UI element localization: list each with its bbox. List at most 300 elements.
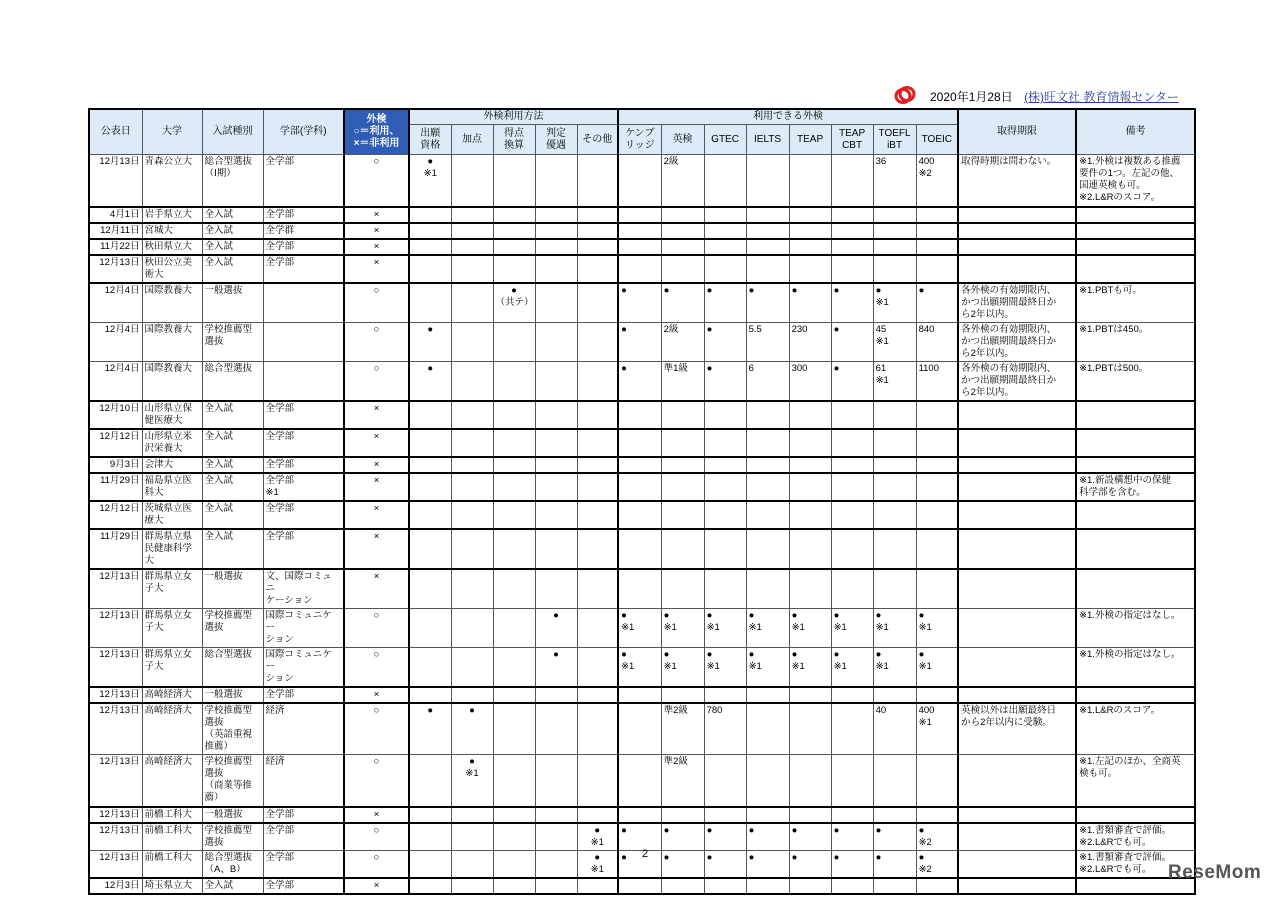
cell-uses-external: ×	[344, 429, 409, 457]
cell-faculty: 全学部	[263, 878, 344, 894]
cell-preferential	[535, 457, 577, 473]
cell-notes: ※1.外検は複数ある推薦 要件の1つ。左記の他、 国連英検も可。 ※2.L&Rのスコア。	[1076, 155, 1195, 207]
cell-other	[577, 255, 618, 283]
cell-other	[577, 703, 618, 755]
cell-gtec	[704, 155, 746, 207]
cell-toeic: 400 ※1	[916, 703, 958, 755]
cell-teap-cbt	[831, 703, 873, 755]
cell-cambridge	[618, 207, 661, 223]
cell-uses-external: ○	[344, 609, 409, 648]
cell-uses-external: ○	[344, 823, 409, 851]
cell-score-conversion	[493, 807, 535, 823]
cell-toeic: 840	[916, 322, 958, 361]
cell-validity-period: 各外検の有効期限内、 かつ出願期間最終日か ら2年以内。	[958, 361, 1076, 401]
cell-validity-period	[958, 239, 1076, 255]
cell-date: 12月4日	[89, 361, 142, 401]
cell-preferential	[535, 473, 577, 501]
cell-university: 茨城県立医 療大	[142, 501, 202, 529]
cell-faculty: 全学部	[263, 207, 344, 223]
cell-exam-type: 一般選抜	[202, 569, 263, 609]
cell-bonus-points	[451, 529, 493, 569]
cell-date: 12月13日	[89, 155, 142, 207]
cell-bonus-points	[451, 361, 493, 401]
cell-toeic: ● ※1	[916, 609, 958, 648]
cell-uses-external: ×	[344, 207, 409, 223]
cell-bonus-points	[451, 322, 493, 361]
cell-req-eligibility	[409, 755, 451, 807]
cell-toefl-ibt	[873, 755, 916, 807]
cell-eiken: 準2級	[661, 703, 704, 755]
cell-score-conversion	[493, 529, 535, 569]
column-header-score-conversion: 得点 換算	[493, 125, 535, 155]
cell-university: 高崎経済大	[142, 703, 202, 755]
cell-toefl-ibt: ● ※1	[873, 648, 916, 688]
cell-other	[577, 155, 618, 207]
cell-score-conversion	[493, 223, 535, 239]
cell-uses-external: ○	[344, 648, 409, 688]
table-row	[89, 255, 1195, 283]
cell-req-eligibility: ●	[409, 361, 451, 401]
cell-notes: ※1.左記のほか、全商英 検も可。	[1076, 755, 1195, 807]
cell-toeic	[916, 223, 958, 239]
cell-exam-type: 総合型選抜	[202, 361, 263, 401]
cell-eiken	[661, 457, 704, 473]
table-row	[89, 529, 1195, 569]
cell-university: 群馬県立女 子大	[142, 609, 202, 648]
cell-notes	[1076, 807, 1195, 823]
cell-toeic	[916, 239, 958, 255]
table-row	[89, 807, 1195, 823]
cell-gtec	[704, 255, 746, 283]
cell-eiken	[661, 223, 704, 239]
cell-exam-type: 学校推薦型 選抜 （英語重視 推薦）	[202, 703, 263, 755]
cell-exam-type: 全入試	[202, 239, 263, 255]
cell-exam-type: 全入試	[202, 457, 263, 473]
cell-exam-type: 全入試	[202, 401, 263, 429]
cell-validity-period: 取得時期は問わない。	[958, 155, 1076, 207]
cell-preferential	[535, 850, 577, 878]
obunsha-logo	[893, 85, 917, 105]
cell-exam-type: 全入試	[202, 501, 263, 529]
cell-date: 11月29日	[89, 529, 142, 569]
cell-uses-external: ×	[344, 239, 409, 255]
cell-preferential	[535, 429, 577, 457]
cell-date: 12月13日	[89, 703, 142, 755]
cell-toefl-ibt: 61 ※1	[873, 361, 916, 401]
column-header-exam-type: 入試種別	[202, 109, 263, 155]
cell-university: 会津大	[142, 457, 202, 473]
cell-validity-period	[958, 807, 1076, 823]
cell-preferential	[535, 807, 577, 823]
table-row	[89, 473, 1195, 501]
cell-preferential	[535, 207, 577, 223]
cell-eiken	[661, 807, 704, 823]
table-row	[89, 401, 1195, 429]
cell-validity-period	[958, 255, 1076, 283]
cell-teap: 300	[789, 361, 831, 401]
cell-gtec	[704, 878, 746, 894]
cell-faculty: 全学部	[263, 823, 344, 851]
cell-teap-cbt: ●	[831, 361, 873, 401]
cell-toeic: 1100	[916, 361, 958, 401]
cell-ielts: ● ※1	[746, 609, 789, 648]
cell-validity-period: 英検以外は出願最終日 から2年以内に受験。	[958, 703, 1076, 755]
cell-gtec	[704, 401, 746, 429]
cell-university: 群馬県立県 民健康科学 大	[142, 529, 202, 569]
cell-eiken: ●	[661, 283, 704, 323]
cell-toeic: ● ※2	[916, 823, 958, 851]
cell-req-eligibility	[409, 223, 451, 239]
cell-exam-type: 全入試	[202, 429, 263, 457]
table-row	[89, 569, 1195, 609]
cell-uses-external: ×	[344, 457, 409, 473]
cell-other	[577, 529, 618, 569]
cell-faculty: 全学部	[263, 239, 344, 255]
cell-notes: ※1.L&Rのスコア。	[1076, 703, 1195, 755]
cell-score-conversion	[493, 429, 535, 457]
cell-validity-period	[958, 429, 1076, 457]
cell-req-eligibility	[409, 648, 451, 688]
cell-university: 埼玉県立大	[142, 878, 202, 894]
table-row	[89, 501, 1195, 529]
group-header-methods: 外検利用方法	[409, 109, 618, 125]
cell-preferential	[535, 529, 577, 569]
cell-toeic	[916, 755, 958, 807]
cell-teap	[789, 457, 831, 473]
cell-eiken: 2級	[661, 155, 704, 207]
cell-date: 12月10日	[89, 401, 142, 429]
cell-uses-external: ○	[344, 850, 409, 878]
cell-university: 国際教養大	[142, 361, 202, 401]
cell-faculty	[263, 322, 344, 361]
cell-notes	[1076, 687, 1195, 703]
cell-gtec	[704, 207, 746, 223]
cell-exam-type: 一般選抜	[202, 807, 263, 823]
cell-toefl-ibt	[873, 807, 916, 823]
cell-uses-external: ×	[344, 223, 409, 239]
cell-teap-cbt	[831, 207, 873, 223]
table-row	[89, 429, 1195, 457]
cell-cambridge	[618, 569, 661, 609]
cell-other	[577, 322, 618, 361]
cell-exam-type: 一般選抜	[202, 687, 263, 703]
cell-teap-cbt: ●	[831, 283, 873, 323]
cell-req-eligibility	[409, 807, 451, 823]
cell-ielts: ● ※1	[746, 648, 789, 688]
cell-toeic	[916, 529, 958, 569]
cell-teap-cbt	[831, 755, 873, 807]
cell-notes: ※1.PBTは500。	[1076, 361, 1195, 401]
cell-gtec	[704, 239, 746, 255]
cell-toefl-ibt	[873, 429, 916, 457]
cell-teap-cbt	[831, 255, 873, 283]
table-row	[89, 703, 1195, 755]
cell-faculty: 全学部	[263, 687, 344, 703]
cell-cambridge	[618, 239, 661, 255]
cell-req-eligibility	[409, 823, 451, 851]
cell-req-eligibility	[409, 473, 451, 501]
cell-toefl-ibt: 45 ※1	[873, 322, 916, 361]
cell-toeic	[916, 457, 958, 473]
cell-ielts	[746, 755, 789, 807]
cell-ielts	[746, 569, 789, 609]
cell-bonus-points	[451, 457, 493, 473]
cell-req-eligibility	[409, 429, 451, 457]
cell-notes: ※1.書類審査で評価。 ※2.L&Rでも可。	[1076, 823, 1195, 851]
cell-other	[577, 239, 618, 255]
cell-req-eligibility: ●	[409, 322, 451, 361]
cell-teap	[789, 569, 831, 609]
cell-toefl-ibt	[873, 223, 916, 239]
cell-notes	[1076, 255, 1195, 283]
cell-university: 国際教養大	[142, 322, 202, 361]
cell-teap	[789, 529, 831, 569]
table-row	[89, 648, 1195, 688]
cell-faculty: 全学部	[263, 401, 344, 429]
cell-faculty	[263, 361, 344, 401]
cell-cambridge	[618, 223, 661, 239]
table-row	[89, 322, 1195, 361]
cell-toeic: ● ※1	[916, 648, 958, 688]
table-row	[89, 361, 1195, 401]
cell-toefl-ibt	[873, 687, 916, 703]
column-header-cambridge: ケンブ リッジ	[618, 125, 661, 155]
cell-teap-cbt: ●	[831, 823, 873, 851]
cell-teap	[789, 807, 831, 823]
cell-other	[577, 807, 618, 823]
cell-university: 前橋工科大	[142, 823, 202, 851]
cell-date: 12月13日	[89, 255, 142, 283]
cell-notes: ※1.PBTは450。	[1076, 322, 1195, 361]
cell-notes: ※1.外検の指定はなし。	[1076, 609, 1195, 648]
cell-uses-external: ○	[344, 322, 409, 361]
cell-teap: ● ※1	[789, 648, 831, 688]
cell-toeic	[916, 473, 958, 501]
cell-date: 12月13日	[89, 648, 142, 688]
cell-teap	[789, 239, 831, 255]
cell-bonus-points	[451, 283, 493, 323]
cell-bonus-points	[451, 155, 493, 207]
cell-toefl-ibt: ● ※1	[873, 283, 916, 323]
cell-teap	[789, 223, 831, 239]
cell-bonus-points	[451, 878, 493, 894]
column-header-university: 大学	[142, 109, 202, 155]
cell-notes: ※1.新設構想中の保健 科学部を含む。	[1076, 473, 1195, 501]
cell-req-eligibility	[409, 609, 451, 648]
cell-toefl-ibt: 36	[873, 155, 916, 207]
cell-date: 12月4日	[89, 322, 142, 361]
cell-other	[577, 687, 618, 703]
cell-date: 12月13日	[89, 850, 142, 878]
cell-exam-type: 総合型選抜 （A、B）	[202, 850, 263, 878]
cell-req-eligibility	[409, 501, 451, 529]
cell-req-eligibility	[409, 207, 451, 223]
cell-notes	[1076, 223, 1195, 239]
column-header-validity-period: 取得期限	[958, 109, 1076, 155]
cell-cambridge: ●	[618, 823, 661, 851]
cell-exam-type: 全入試	[202, 529, 263, 569]
cell-faculty: 全学部	[263, 429, 344, 457]
cell-req-eligibility	[409, 457, 451, 473]
cell-toeic	[916, 807, 958, 823]
cell-score-conversion	[493, 850, 535, 878]
cell-teap-cbt	[831, 807, 873, 823]
cell-university: 青森公立大	[142, 155, 202, 207]
cell-score-conversion	[493, 239, 535, 255]
cell-date: 12月13日	[89, 823, 142, 851]
cell-other	[577, 648, 618, 688]
cell-preferential	[535, 755, 577, 807]
cell-eiken	[661, 255, 704, 283]
cell-notes	[1076, 529, 1195, 569]
table-row	[89, 878, 1195, 894]
cell-notes	[1076, 501, 1195, 529]
cell-faculty: 経済	[263, 755, 344, 807]
cell-date: 9月3日	[89, 457, 142, 473]
cell-score-conversion	[493, 755, 535, 807]
cell-teap-cbt: ●	[831, 850, 873, 878]
group-header-tests: 利用できる外検	[618, 109, 958, 125]
cell-other	[577, 755, 618, 807]
cell-eiken	[661, 207, 704, 223]
cell-toeic: ● ※2	[916, 850, 958, 878]
cell-university: 秋田県立大	[142, 239, 202, 255]
cell-university: 群馬県立女 子大	[142, 648, 202, 688]
cell-exam-type: 全入試	[202, 473, 263, 501]
cell-gtec: ● ※1	[704, 609, 746, 648]
cell-teap	[789, 878, 831, 894]
cell-eiken: ●	[661, 850, 704, 878]
cell-uses-external: ×	[344, 569, 409, 609]
cell-faculty: 全学部	[263, 529, 344, 569]
cell-cambridge	[618, 155, 661, 207]
cell-validity-period	[958, 529, 1076, 569]
table-row	[89, 609, 1195, 648]
cell-cambridge	[618, 529, 661, 569]
cell-exam-type: 学校推薦型 選抜	[202, 609, 263, 648]
cell-other	[577, 223, 618, 239]
cell-gtec: ●	[704, 322, 746, 361]
cell-bonus-points	[451, 823, 493, 851]
cell-gtec	[704, 501, 746, 529]
table-row	[89, 687, 1195, 703]
cell-validity-period	[958, 823, 1076, 851]
external-exam-table	[88, 108, 1196, 895]
cell-toeic	[916, 207, 958, 223]
cell-ielts	[746, 703, 789, 755]
cell-validity-period	[958, 609, 1076, 648]
cell-other	[577, 401, 618, 429]
cell-ielts	[746, 687, 789, 703]
cell-teap	[789, 401, 831, 429]
column-header-other: その他	[577, 125, 618, 155]
cell-validity-period	[958, 457, 1076, 473]
cell-teap	[789, 501, 831, 529]
cell-university: 秋田公立美 術大	[142, 255, 202, 283]
cell-gtec	[704, 223, 746, 239]
cell-faculty: 国際コミュニケー ション	[263, 609, 344, 648]
cell-validity-period: 各外検の有効期限内、 かつ出願期間最終日か ら2年以内。	[958, 283, 1076, 323]
cell-req-eligibility: ●	[409, 703, 451, 755]
cell-teap-cbt	[831, 569, 873, 609]
cell-university: 群馬県立女 子大	[142, 569, 202, 609]
cell-score-conversion	[493, 473, 535, 501]
cell-eiken: ●	[661, 823, 704, 851]
cell-preferential	[535, 569, 577, 609]
cell-cambridge	[618, 501, 661, 529]
cell-score-conversion	[493, 155, 535, 207]
column-header-ielts: IELTS	[746, 125, 789, 155]
cell-exam-type: 全入試	[202, 878, 263, 894]
cell-toefl-ibt	[873, 878, 916, 894]
cell-university: 山形県立保 健医療大	[142, 401, 202, 429]
cell-uses-external: ○	[344, 155, 409, 207]
cell-faculty: 経済	[263, 703, 344, 755]
cell-faculty: 全学部	[263, 850, 344, 878]
cell-exam-type: 総合型選抜	[202, 648, 263, 688]
cell-date: 12月12日	[89, 501, 142, 529]
cell-req-eligibility: ● ※1	[409, 155, 451, 207]
cell-date: 12月12日	[89, 429, 142, 457]
cell-date: 12月13日	[89, 569, 142, 609]
cell-ielts: ●	[746, 850, 789, 878]
cell-university: 国際教養大	[142, 283, 202, 323]
table-row	[89, 207, 1195, 223]
cell-university: 高崎経済大	[142, 687, 202, 703]
cell-teap: ●	[789, 850, 831, 878]
cell-exam-type: 全入試	[202, 223, 263, 239]
cell-ielts	[746, 457, 789, 473]
cell-cambridge: ● ※1	[618, 648, 661, 688]
publisher-link[interactable]: (株)旺文社 教育情報センター	[1024, 90, 1179, 104]
cell-teap-cbt	[831, 473, 873, 501]
cell-toeic	[916, 401, 958, 429]
cell-preferential	[535, 703, 577, 755]
cell-score-conversion	[493, 648, 535, 688]
cell-preferential	[535, 155, 577, 207]
cell-faculty: 文、国際コミュニ ケーション	[263, 569, 344, 609]
cell-ielts	[746, 155, 789, 207]
cell-req-eligibility	[409, 687, 451, 703]
cell-university: 山形県立米 沢栄養大	[142, 429, 202, 457]
cell-score-conversion	[493, 569, 535, 609]
cell-faculty: 国際コミュニケー ション	[263, 648, 344, 688]
cell-gtec: ●	[704, 850, 746, 878]
cell-preferential	[535, 823, 577, 851]
cell-teap-cbt	[831, 223, 873, 239]
column-header-notes: 備考	[1076, 109, 1195, 155]
cell-uses-external: ×	[344, 687, 409, 703]
cell-exam-type: 学校推薦型 選抜 （商業等推 薦）	[202, 755, 263, 807]
cell-teap	[789, 473, 831, 501]
cell-req-eligibility	[409, 569, 451, 609]
cell-teap-cbt	[831, 155, 873, 207]
cell-toeic	[916, 569, 958, 609]
cell-score-conversion	[493, 687, 535, 703]
cell-eiken	[661, 239, 704, 255]
cell-eiken	[661, 529, 704, 569]
cell-teap: ● ※1	[789, 609, 831, 648]
cell-teap-cbt	[831, 239, 873, 255]
cell-preferential: ●	[535, 648, 577, 688]
cell-ielts	[746, 429, 789, 457]
cell-uses-external: ○	[344, 361, 409, 401]
cell-req-eligibility	[409, 255, 451, 283]
column-header-uses-external: 外検 ○＝利用、 ×＝非利用	[344, 109, 409, 155]
cell-validity-period	[958, 755, 1076, 807]
cell-validity-period	[958, 687, 1076, 703]
cell-notes	[1076, 429, 1195, 457]
